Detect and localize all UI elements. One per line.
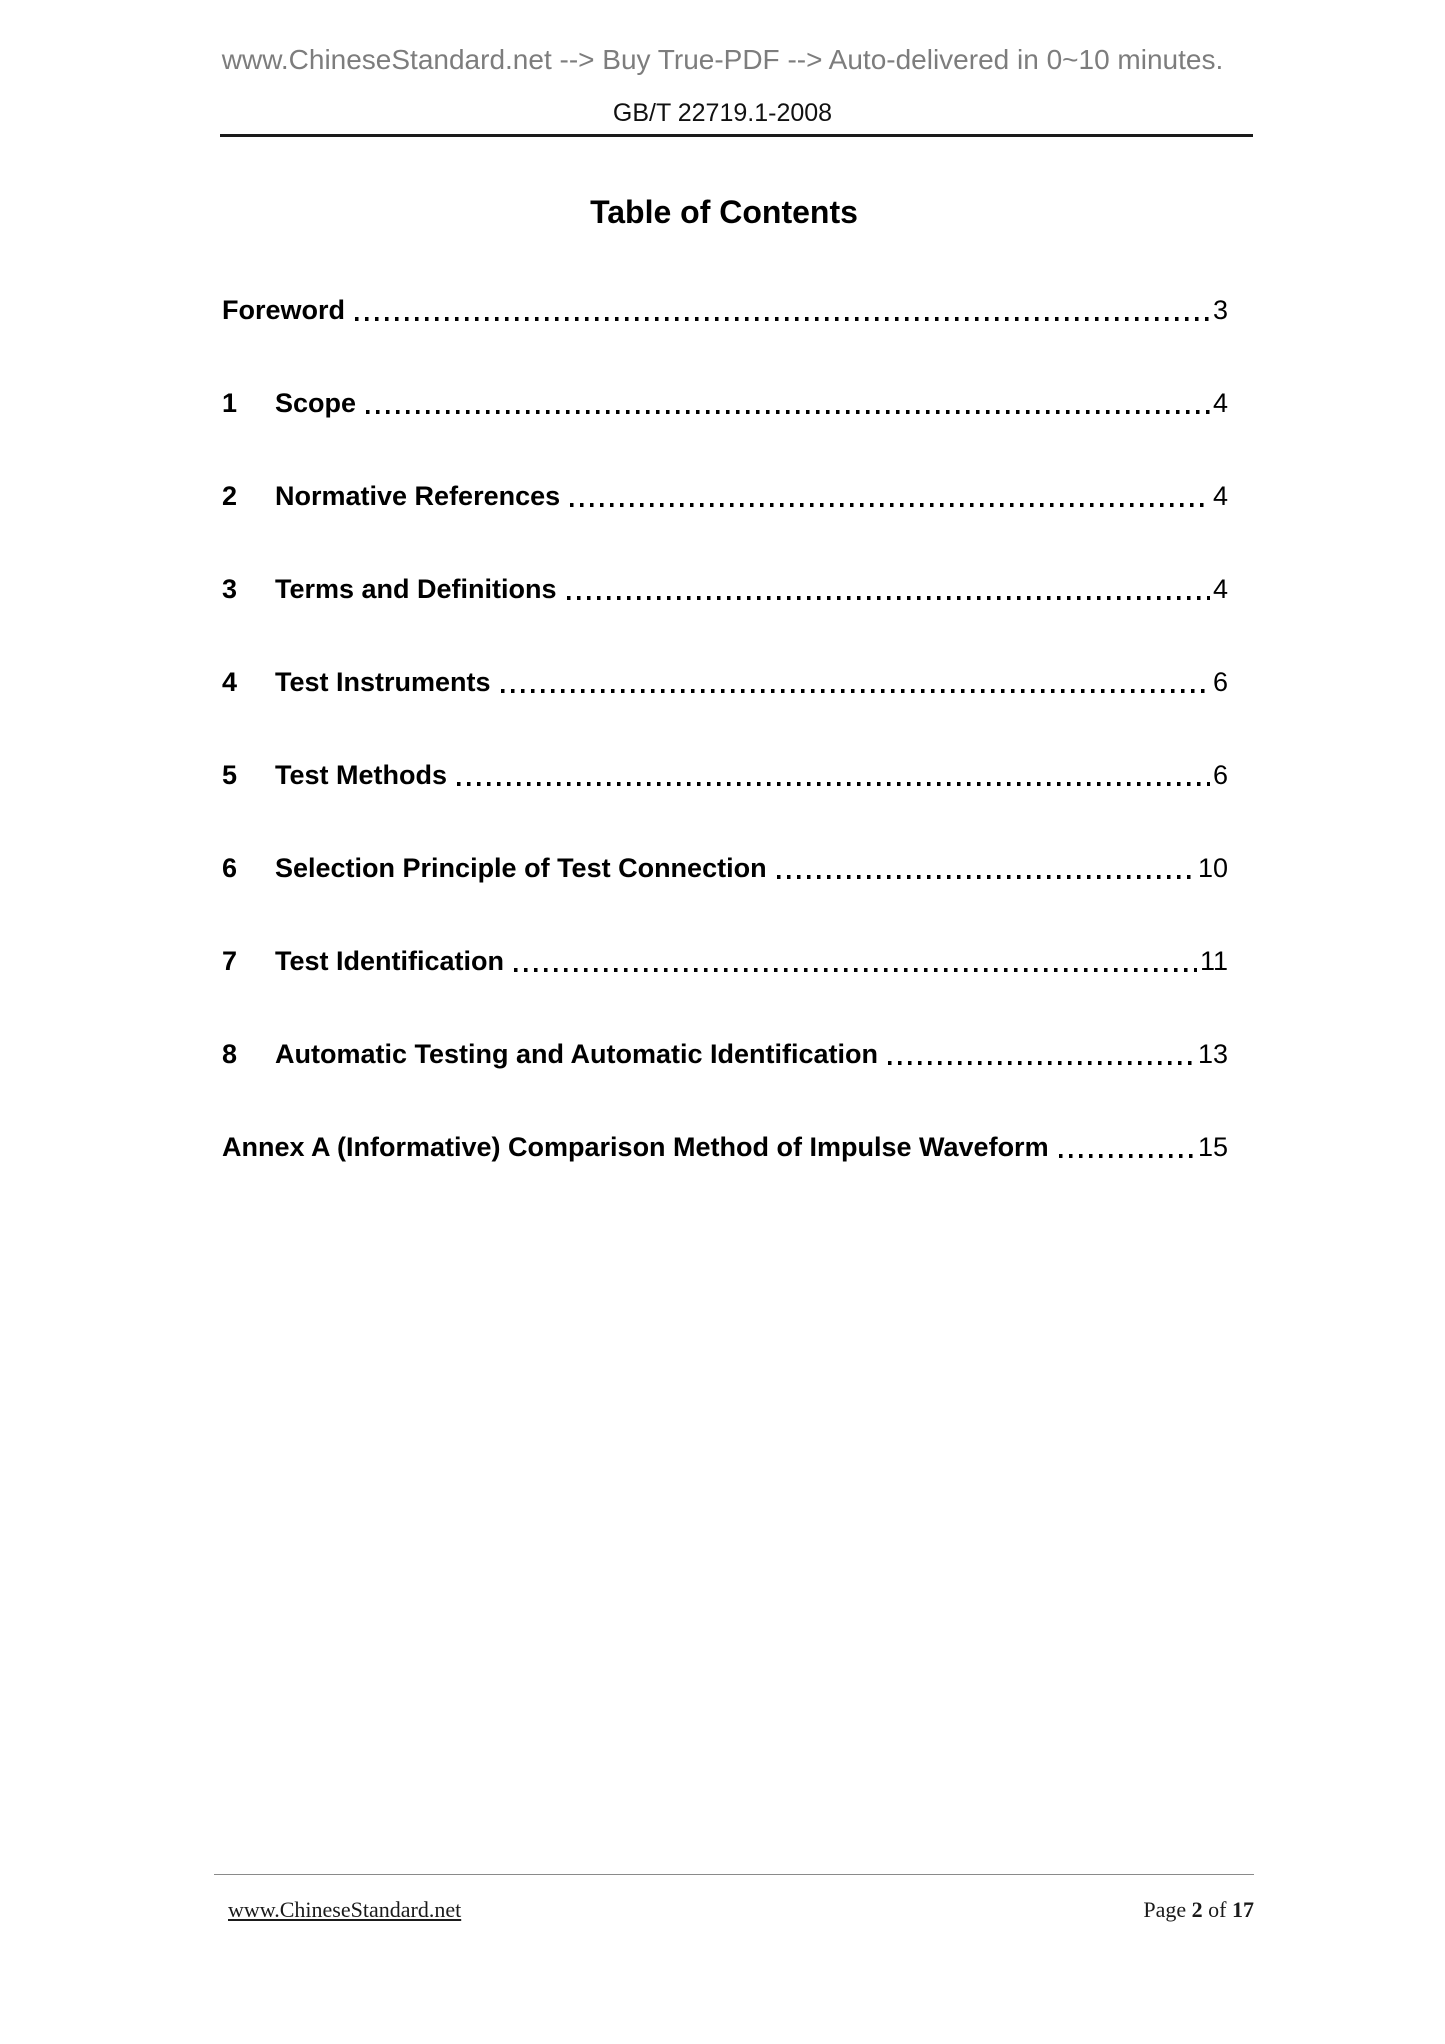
toc-entry-label: Automatic Testing and Automatic Identification — [275, 1039, 879, 1069]
toc-entry-label: Test Methods — [275, 760, 448, 790]
toc-entry-automatic-testing[interactable] — [222, 1037, 1228, 1071]
toc-entry-page: 4 — [1212, 481, 1228, 511]
toc-entry-page: 3 — [1212, 295, 1228, 325]
toc-entry-number: 1 — [222, 388, 238, 418]
footer-page-current: 2 — [1191, 1897, 1203, 1922]
toc-entry-label: Scope — [275, 388, 357, 418]
standard-number: GB/T 22719.1-2008 — [612, 99, 833, 127]
toc-leader-dots — [1057, 1130, 1195, 1164]
toc-leader-dots — [353, 293, 1210, 327]
header-rule — [220, 134, 1253, 137]
toc-leader-dots — [565, 572, 1210, 606]
toc-entry-page: 4 — [1212, 574, 1228, 604]
toc-entry-test-instruments[interactable] — [222, 665, 1228, 699]
toc-leader-dots — [499, 665, 1210, 699]
toc-entry-number: 8 — [222, 1039, 238, 1069]
toc-entry-test-methods[interactable] — [222, 758, 1228, 792]
footer-site-link[interactable]: www.ChineseStandard.net — [228, 1897, 462, 1922]
footer — [214, 1896, 1254, 1924]
toc-entry-number: 6 — [222, 853, 238, 883]
toc-entry-page: 4 — [1212, 388, 1228, 418]
toc-leader-dots — [455, 758, 1210, 792]
toc-entry-page: 11 — [1199, 946, 1228, 976]
table-of-contents — [222, 293, 1228, 1223]
toc-entry-number: 2 — [222, 481, 238, 511]
toc-entry-normative-references[interactable] — [222, 479, 1228, 513]
toc-entry-terms-and-definitions[interactable] — [222, 572, 1228, 606]
footer-rule — [214, 1874, 1254, 1875]
toc-entry-test-identification[interactable] — [222, 944, 1228, 978]
toc-entry-selection-principle[interactable] — [222, 851, 1228, 885]
page-title: Table of Contents — [590, 194, 858, 230]
toc-entry-number: 4 — [222, 667, 238, 697]
toc-entry-page: 6 — [1212, 667, 1228, 697]
header-site-note: www.ChineseStandard.net --> Buy True-PDF --> Auto-delivered in 0~10 minutes. — [221, 44, 1224, 75]
toc-entry-foreword[interactable] — [222, 293, 1228, 327]
toc-entry-number: 5 — [222, 760, 238, 790]
toc-entry-page: 15 — [1197, 1132, 1228, 1162]
toc-entry-annex-a[interactable] — [222, 1130, 1228, 1164]
toc-entry-label: Selection Principle of Test Connection — [275, 853, 767, 883]
toc-entry-scope[interactable] — [222, 386, 1228, 420]
toc-entry-label: Foreword — [222, 295, 346, 325]
toc-leader-dots — [568, 479, 1210, 513]
footer-page-word: Page — [1143, 1897, 1192, 1922]
toc-leader-dots — [512, 944, 1197, 978]
toc-entry-page: 6 — [1212, 760, 1228, 790]
toc-entry-label: Test Instruments — [275, 667, 491, 697]
footer-of-word: of — [1202, 1897, 1232, 1922]
toc-leader-dots — [364, 386, 1210, 420]
toc-entry-label: Normative References — [275, 481, 561, 511]
toc-entry-number: 7 — [222, 946, 238, 976]
toc-leader-dots — [775, 851, 1195, 885]
toc-entry-page: 10 — [1197, 853, 1228, 883]
toc-entry-label: Terms and Definitions — [275, 574, 557, 604]
toc-entry-label: Test Identification — [275, 946, 505, 976]
toc-entry-label: Annex A (Informative) Comparison Method of Impulse Waveform — [222, 1132, 1049, 1162]
footer-page-total: 17 — [1232, 1897, 1254, 1922]
toc-entry-page: 13 — [1197, 1039, 1228, 1069]
toc-entry-number: 3 — [222, 574, 238, 604]
toc-leader-dots — [886, 1037, 1195, 1071]
footer-page-indicator — [1143, 1896, 1254, 1924]
